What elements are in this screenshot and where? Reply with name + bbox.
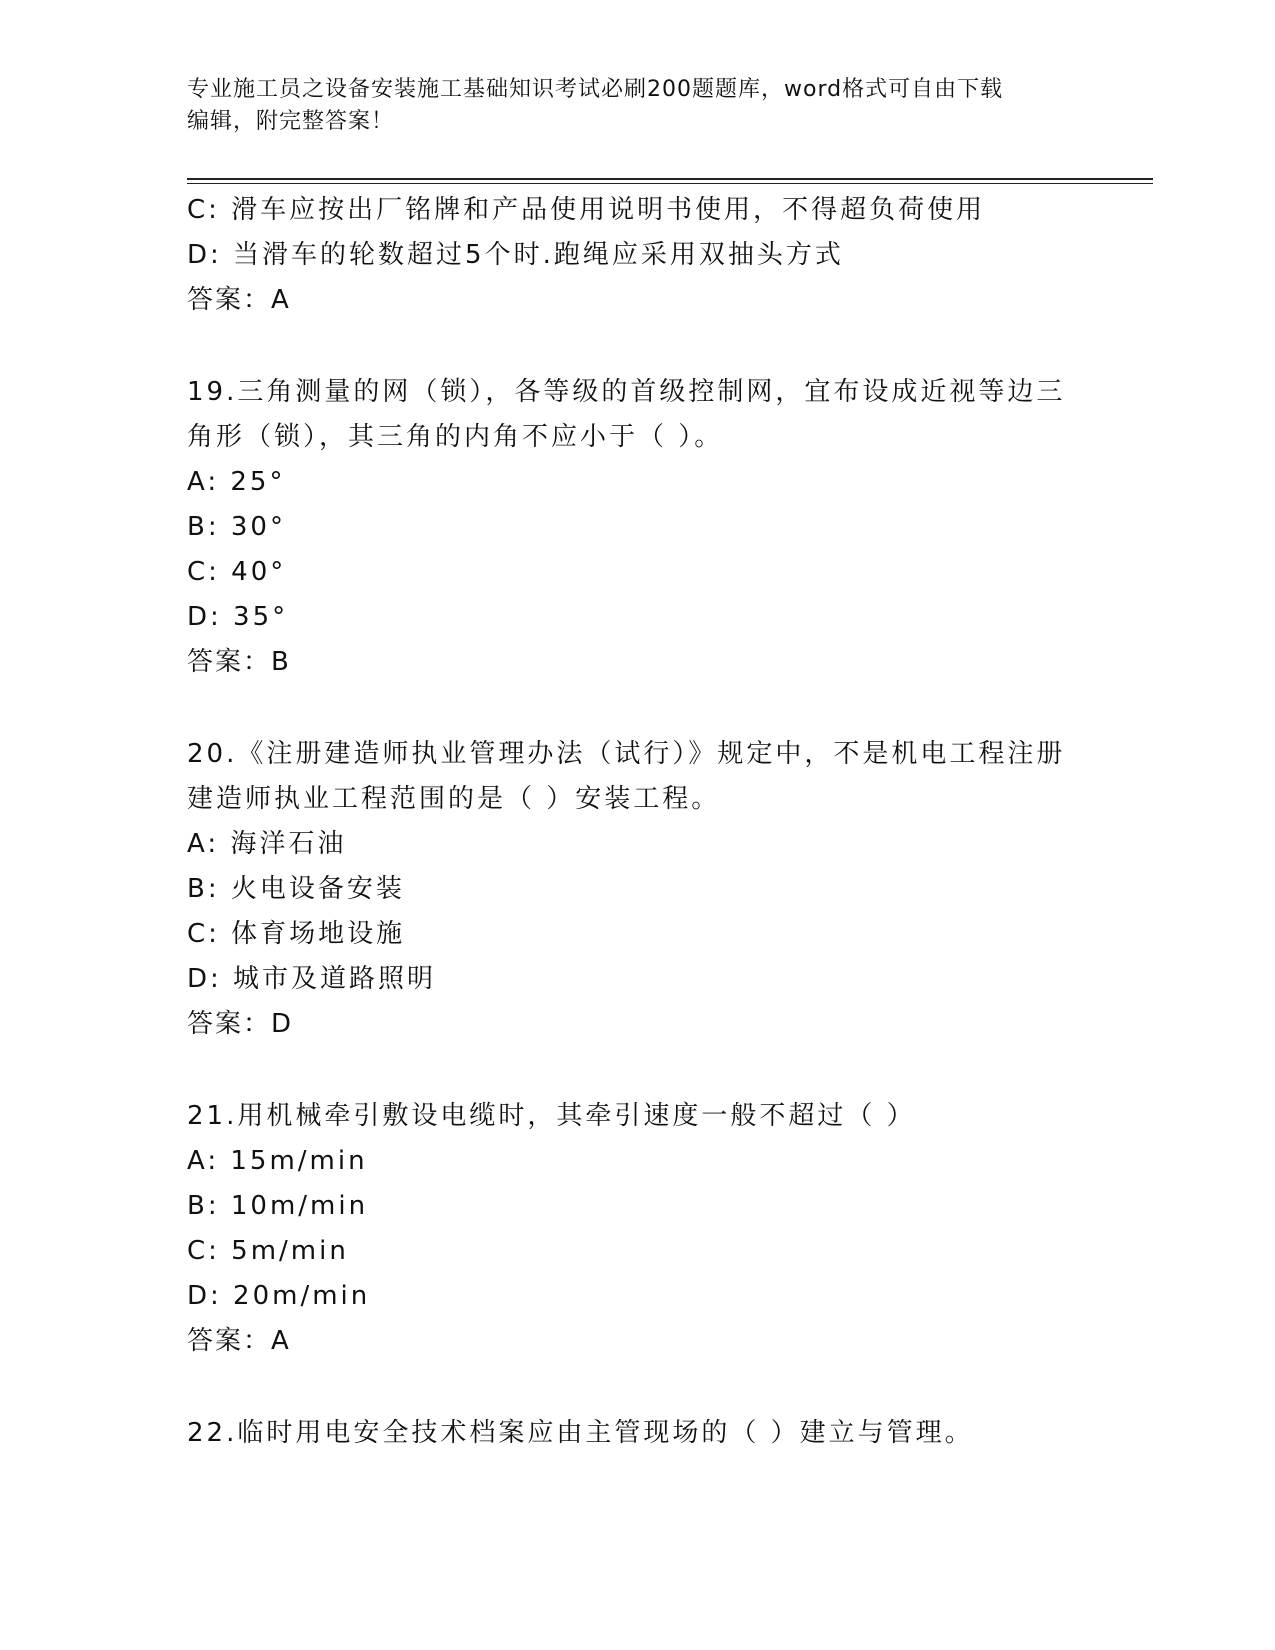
option-c: C: 体育场地设施 [187, 919, 406, 949]
answer-line: 答案：A [187, 1326, 291, 1356]
option-d: D: 20m/min [187, 1281, 371, 1311]
question-19 [187, 370, 1087, 685]
option-b: B: 火电设备安装 [187, 874, 405, 904]
header-title-line-2: 编辑，附完整答案！ [187, 109, 395, 134]
option-c: C: 滑车应按出厂铭牌和产品使用说明书使用，不得超负荷使用 [187, 195, 986, 225]
question-stem-cont: 角形（锁），其三角的内角不应小于（ ）。 [187, 422, 724, 452]
answer-line: 答案：B [187, 647, 291, 677]
answer-line: 答案：A [187, 285, 291, 315]
option-c: C: 40° [187, 557, 287, 587]
option-c: C: 5m/min [187, 1236, 349, 1266]
question-stem: 21.用机械牵引敷设电缆时，其牵引速度一般不超过（ ） [187, 1101, 916, 1131]
question-20 [187, 732, 1087, 1047]
option-d: D: 当滑车的轮数超过5个时.跑绳应采用双抽头方式 [187, 240, 844, 270]
question-stem: 20.《注册建造师执业管理办法（试行）》规定中，不是机电工程注册 [187, 739, 1066, 769]
question-stem: 22.临时用电安全技术档案应由主管现场的（ ）建立与管理。 [187, 1418, 974, 1448]
option-d: D: 35° [187, 602, 289, 632]
option-b: B: 10m/min [187, 1191, 369, 1221]
option-d: D: 城市及道路照明 [187, 964, 437, 994]
spacer [187, 323, 1087, 370]
spacer [187, 1047, 1087, 1094]
page-header [187, 74, 1067, 138]
header-title-line-1: 专业施工员之设备安装施工基础知识考试必刷200题题库，word格式可自由下载 [187, 77, 1004, 102]
spacer [187, 685, 1087, 732]
question-stem-cont: 建造师执业工程范围的是（ ）安装工程。 [187, 784, 721, 814]
option-b: B: 30° [187, 512, 286, 542]
option-a: A: 海洋石油 [187, 829, 347, 859]
carryover-question [187, 188, 1087, 323]
option-a: A: 25° [187, 467, 286, 497]
document-body [187, 188, 1087, 1456]
spacer [187, 1364, 1087, 1411]
answer-line: 答案：D [187, 1009, 294, 1039]
question-stem: 19.三角测量的网（锁），各等级的首级控制网，宜布设成近视等边三 [187, 377, 1066, 407]
header-divider [187, 178, 1153, 180]
header-divider-thin [187, 183, 1153, 184]
question-22 [187, 1411, 1087, 1456]
option-a: A: 15m/min [187, 1146, 368, 1176]
question-21 [187, 1094, 1087, 1364]
